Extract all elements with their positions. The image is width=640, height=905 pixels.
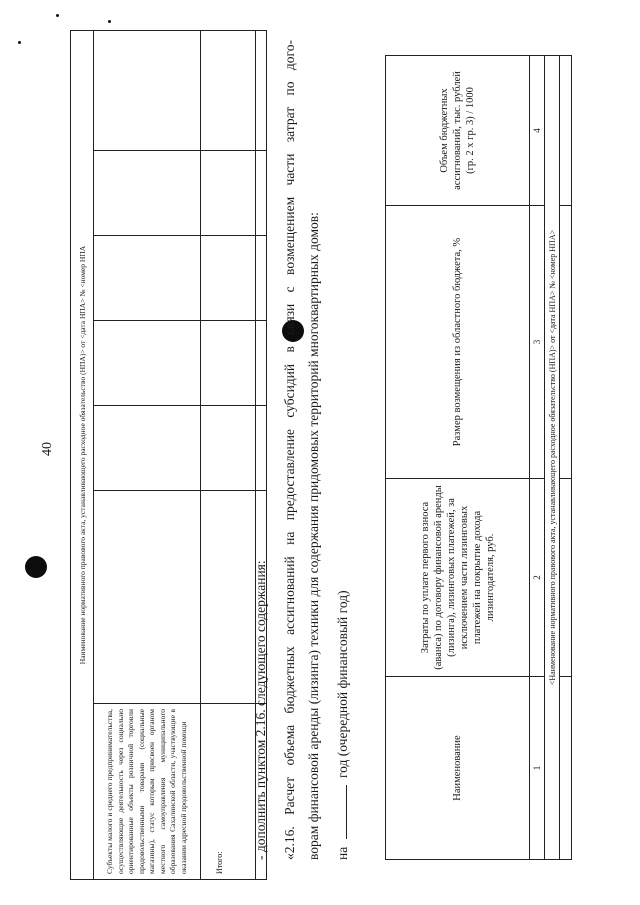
column-header-budget-volume: Объем бюджетных ассигнований, тыс. рублей (гр. 2 х гр. 3) / 1000	[386, 56, 530, 206]
table-cell	[201, 31, 256, 151]
punch-hole	[25, 556, 47, 578]
page-number: 40	[40, 442, 55, 456]
table-cell	[256, 31, 267, 151]
table-cell	[94, 31, 201, 151]
paragraph-calculation-line2: ворам финансовой аренды (лизинга) техники для содержания придомовых территорий многоквартирных домов:	[306, 212, 321, 860]
table-cell	[201, 491, 256, 704]
column-header-costs: Затраты по уплате первого взноса (аванса) по договору финансовой аренды (лизинга), лизинговых платежей, за исключением части лизинговых платежей на покрытие дохода лизингодателя, руб.	[386, 479, 530, 677]
table-cell	[201, 236, 256, 321]
calculation-table	[385, 55, 572, 860]
table-cell	[201, 151, 256, 236]
scan-speck	[18, 41, 21, 44]
paragraph-add-item: - дополнить пунктом 2.16. следующего содержания:	[253, 560, 268, 860]
table-cell	[94, 321, 201, 406]
column-number: 3	[530, 206, 545, 479]
table-cell	[201, 321, 256, 406]
scan-speck	[108, 20, 111, 23]
top-table	[70, 30, 267, 880]
table-cell	[560, 206, 572, 479]
top-table-header: Наименование нормативного правового акта, устанавливающего расходное обязательство (НПА)> от <дата НПА> № <номер НПА	[71, 31, 94, 880]
year-line	[335, 590, 351, 860]
column-header-reimbursement: Размер возмещения из областного бюджета, %	[386, 206, 530, 479]
table-cell	[94, 236, 201, 321]
paragraph-calculation-line1: «2.16. Расчет объема бюджетных ассигнований на предоставление субсидий в связи с возмещением части затрат по дого-	[282, 40, 297, 860]
column-header-name: Наименование	[386, 677, 530, 860]
year-blank-field	[346, 785, 347, 839]
table-cell	[256, 151, 267, 236]
total-label: Итого:	[201, 704, 256, 880]
npa-footer-row: <Наименование нормативного правового акта, устанавливающего расходное обязательство (НПА)> от <дата НПА> № <номер НПА>	[545, 56, 560, 860]
table-cell	[94, 491, 201, 704]
top-table-row-description: Субъекты малого и среднего предпринимательства, осуществляющие деятельность через социально ориентированные объекты розничной торговли продовольственными товарами (социальные магазины), статус которым присвоен органом местного самоуправления муниципального образования Сахалинской области, участвующие в оказании адресной продовольственной помощи	[94, 704, 201, 880]
table-cell	[94, 151, 201, 236]
column-number: 4	[530, 56, 545, 206]
year-suffix: год (очередной финансовый год)	[335, 590, 350, 779]
table-cell	[256, 406, 267, 491]
column-number: 1	[530, 677, 545, 860]
table-cell	[560, 56, 572, 206]
table-cell	[256, 236, 267, 321]
scan-speck	[56, 14, 59, 17]
paragraph-calculation	[278, 40, 326, 860]
table-cell	[560, 479, 572, 677]
table-cell	[94, 406, 201, 491]
table-cell	[560, 677, 572, 860]
rotated-content	[70, 30, 630, 880]
column-number: 2	[530, 479, 545, 677]
year-prefix: на	[335, 846, 350, 860]
table-cell	[256, 321, 267, 406]
table-cell	[201, 406, 256, 491]
